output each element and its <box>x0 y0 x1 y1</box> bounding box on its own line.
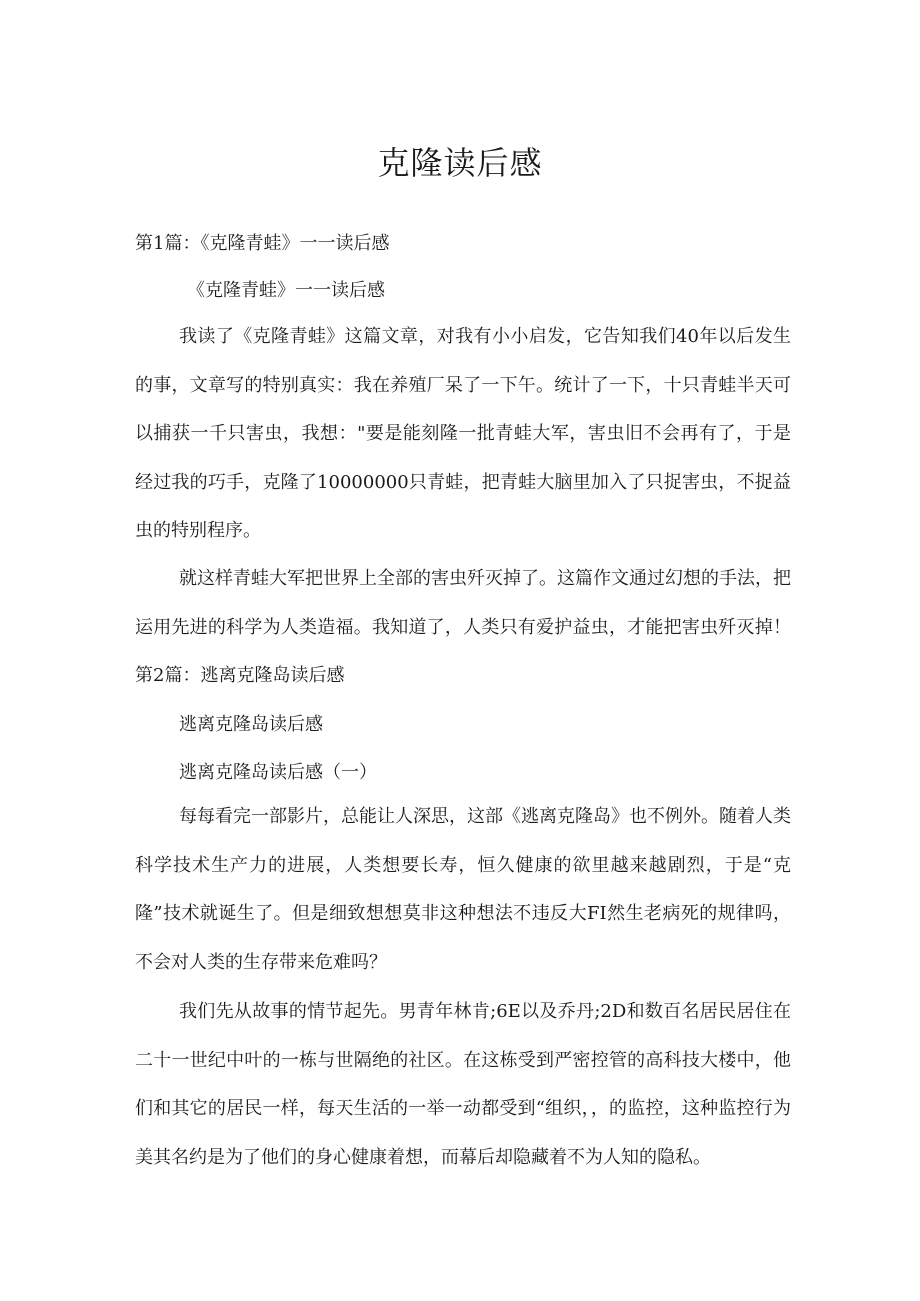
document-title: 克隆读后感 <box>377 144 543 182</box>
paragraph-2: 就这样青蛙大军把世界上全部的害虫歼灭掉了。这篇作文通过幻想的手法，把运用先进的科学为人类造福。我知道了，人类只有爱护益虫，才能把害虫歼灭掉！第2篇：逃离克隆岛读后感 <box>135 568 791 686</box>
paragraph-4: 我们先从故事的情节起先。男青年林肯;6E以及乔丹;2D和数百名居民居住在二十一世纪中叶的一栋与世隔绝的社区。在这栋受到严密控管的高科技大楼中，他们和其它的居民一样，每天生活的一举一动都受到“组织，，的监控，这种监控行为美其名约是为了他们的身心健康着想，而幕后却隐藏着不为人知的隐私。 <box>135 1001 791 1168</box>
section-1-subheading: 《克隆青蛙》一一读后感 <box>187 280 385 301</box>
section-1-heading: 第1篇：《克隆青蛙》一一读后感 <box>135 233 390 254</box>
section-2-part-1: 逃离克隆岛读后感（一） <box>179 762 377 783</box>
paragraph-1: 我读了《克隆青蛙》这篇文章，对我有小小启发，它告知我们40年以后发生的事，文章写的特别真实：我在养殖厂呆了一下午。统计了一下，十只青蛙半天可以捕获一千只害虫，我想："要是能刻隆一批青蛙大军，害虫旧不会再有了，于是经过我的巧手，克隆了10000000只青蛙，把青蛙大脑里加入了只捉害虫，不捉益虫的特别程序。 <box>135 326 791 541</box>
section-2-subheading: 逃离克隆岛读后感 <box>179 714 323 735</box>
paragraph-3: 每每看完一部影片，总能让人深思，这部《逃离克隆岛》也不例外。随着人类科学技术生产力的进展，人类想要长寿，恒久健康的欲里越来越剧烈，于是“克隆”技术就诞生了。但是细致想想莫非这种想法不违反大FI然生老病死的规律吗，不会对人类的生存带来危难吗？ <box>135 806 791 973</box>
